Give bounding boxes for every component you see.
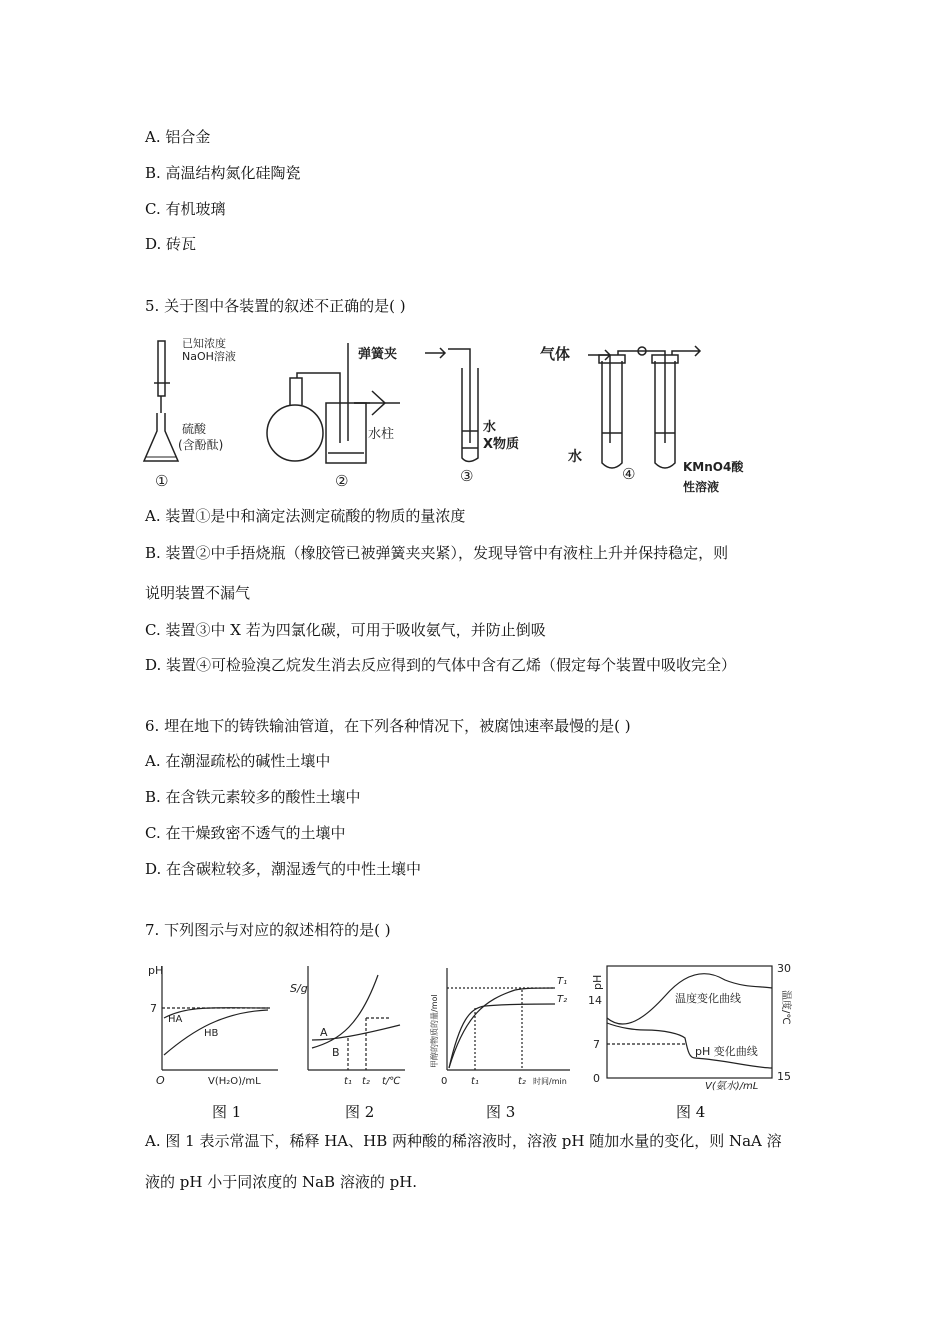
app3-label-2: X物质	[483, 437, 520, 452]
app2-label-1: 弹簧夹	[358, 347, 398, 362]
fig1-origin: O	[156, 1074, 165, 1087]
q6-option-d: D. 在含碳粒较多，潮湿透气的中性土壤中	[145, 860, 422, 878]
q5-option-b: B. 装置②中手捂烧瓶（橡胶管已被弹簧夹夹紧），发现导管中有液柱上升并保持稳定，则	[145, 544, 729, 562]
app1-label-2: NaOH溶液	[182, 350, 236, 363]
q6-stem: 6. 埋在地下的铸铁输油管道，在下列各种情况下，被腐蚀速率最慢的是( )	[145, 717, 631, 735]
q4-option-d: D. 砖瓦	[145, 235, 197, 253]
fig3-y-label: 甲醇的物质的量/mol	[430, 994, 439, 1068]
fig2-caption: 图 2	[345, 1103, 375, 1121]
q6-option-b: B. 在含铁元素较多的酸性土壤中	[145, 788, 361, 806]
q6-option-c: C. 在干燥致密不透气的土壤中	[145, 824, 346, 842]
q7-stem: 7. 下列图示与对应的叙述相符的是( )	[145, 921, 391, 939]
q7-figure-4	[585, 958, 800, 1092]
q5-option-d: D. 装置④可检验溴乙烷发生消去反应得到的气体中含有乙烯（假定每个装置中吸收完全）	[145, 656, 737, 674]
app4-label-4: 性溶液	[683, 480, 720, 494]
fig1-y-tick-7: 7	[150, 1002, 157, 1015]
fig4-ry-tick-15: 15	[777, 1070, 791, 1083]
fig4-right-y-label: 温度/℃	[780, 990, 791, 1025]
fig3-series-t1: T₁	[557, 976, 568, 987]
fig4-ph-curve-label: pH 变化曲线	[695, 1045, 758, 1058]
q7-figure-3	[425, 960, 575, 1088]
fig4-caption: 图 4	[676, 1103, 706, 1121]
q4-option-a: A. 铝合金	[145, 128, 211, 146]
q5-option-a: A. 装置①是中和滴定法测定硫酸的物质的量浓度	[145, 507, 466, 525]
app2-number: ②	[335, 472, 349, 490]
app1-number: ①	[155, 472, 169, 490]
q5-option-b-cont: 说明装置不漏气	[145, 584, 251, 602]
fig4-y-label: pH	[591, 974, 604, 990]
fig3-tick-t2: t₂	[518, 1076, 526, 1087]
app3-number: ③	[460, 467, 474, 485]
fig1-y-label: pH	[148, 964, 164, 977]
app4-label-3: KMnO4酸	[683, 460, 744, 474]
app1-label-1: 已知浓度	[182, 337, 226, 350]
q6-option-a: A. 在潮湿疏松的碱性土壤中	[145, 752, 331, 770]
fig2-tick-t1: t₁	[344, 1076, 352, 1087]
fig2-series-a: A	[320, 1026, 328, 1039]
q5-apparatus-figure	[140, 333, 744, 505]
q7-option-a-cont: 液的 pH 小于同浓度的 NaB 溶液的 pH.	[145, 1173, 418, 1191]
fig3-series-t2: T₂	[557, 994, 568, 1005]
fig1-x-label: V(H₂O)/mL	[208, 1076, 261, 1087]
fig2-tick-t2: t₂	[362, 1076, 370, 1087]
fig4-y-tick-0: 0	[593, 1072, 600, 1085]
q5-stem: 5. 关于图中各装置的叙述不正确的是( )	[145, 297, 406, 315]
app1-label-3: 硫酸	[182, 422, 207, 436]
fig1-series-hb: HB	[204, 1028, 219, 1039]
q7-figure-1	[148, 960, 283, 1088]
app4-label-1: 气体	[540, 345, 571, 363]
fig3-x-label: 时间/min	[533, 1077, 567, 1086]
app4-label-2: 水	[568, 449, 582, 465]
fig4-y-tick-7: 7	[593, 1038, 600, 1051]
fig3-tick-t1: t₁	[471, 1076, 479, 1087]
app4-number: ④	[622, 465, 636, 483]
fig4-ry-tick-30: 30	[777, 962, 791, 975]
fig2-x-label: t/℃	[382, 1076, 401, 1087]
fig3-origin: 0	[441, 1076, 448, 1087]
q4-option-c: C. 有机玻璃	[145, 200, 226, 218]
fig3-caption: 图 3	[486, 1103, 516, 1121]
fig4-y-tick-14: 14	[588, 994, 602, 1007]
q4-option-b: B. 高温结构氮化硅陶瓷	[145, 164, 301, 182]
fig2-series-b: B	[332, 1046, 340, 1059]
app2-label-2: 水柱	[368, 427, 395, 442]
app3-label-1: 水	[483, 420, 497, 435]
app1-label-4: (含酚酞)	[178, 438, 224, 452]
q5-option-c: C. 装置③中 X 若为四氯化碳，可用于吸收氨气，并防止倒吸	[145, 621, 546, 639]
fig4-x-label: V(氨水)/mL	[705, 1081, 759, 1092]
q7-option-a: A. 图 1 表示常温下，稀释 HA、HB 两种酸的稀溶液时，溶液 pH 随加水量的变化，则 NaA 溶	[145, 1132, 782, 1150]
fig1-caption: 图 1	[212, 1103, 242, 1121]
fig2-y-label: S/g	[290, 982, 308, 995]
q7-figure-2	[290, 960, 410, 1088]
fig4-temp-curve-label: 温度变化曲线	[675, 992, 741, 1005]
fig1-series-ha: HA	[168, 1014, 183, 1025]
